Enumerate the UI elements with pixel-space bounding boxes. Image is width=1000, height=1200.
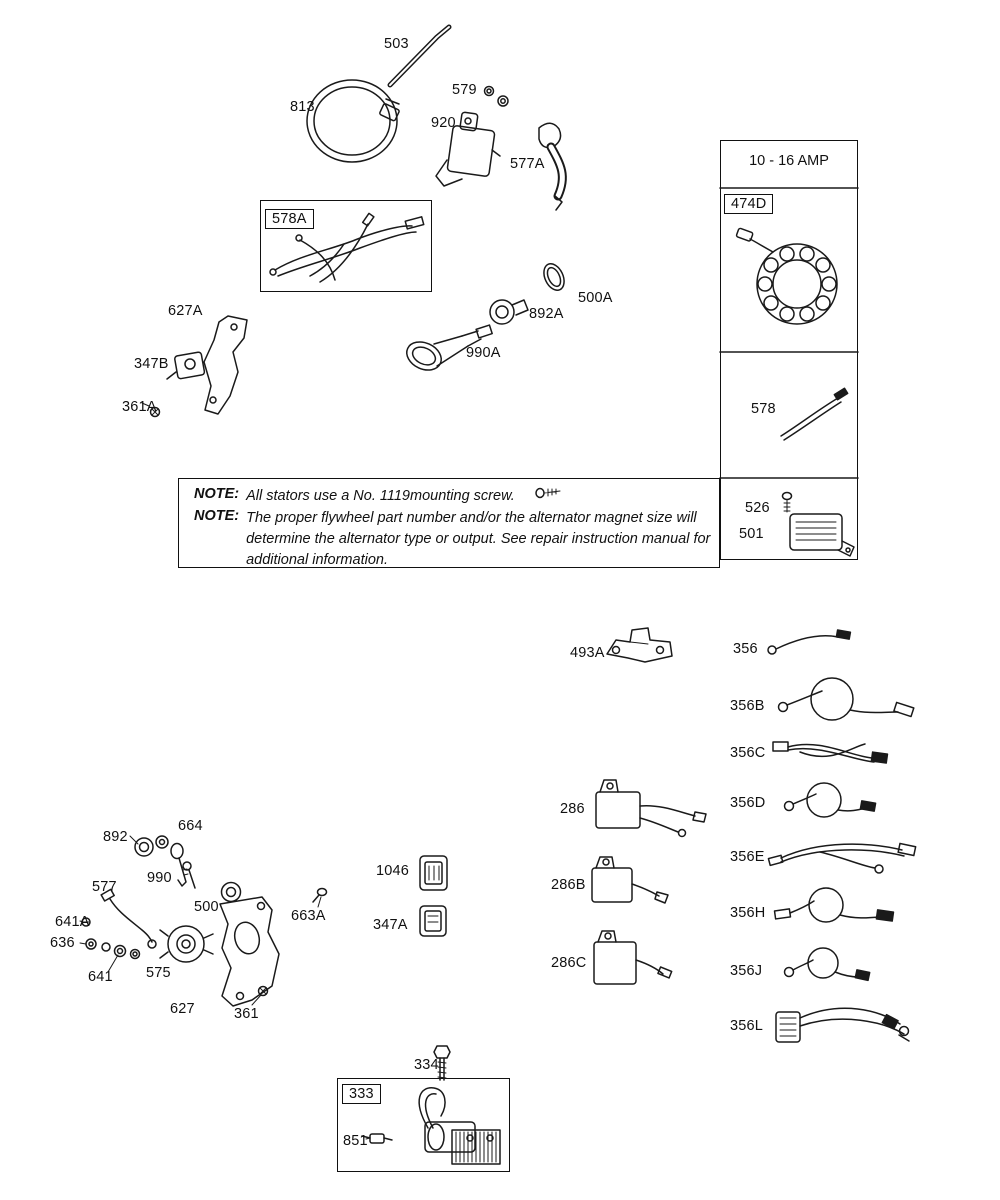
note-2 <box>194 508 726 571</box>
part-label-627: 627 <box>170 1001 195 1017</box>
part-label-334: 334 <box>414 1057 439 1073</box>
connector-1046-drawing <box>420 856 447 890</box>
part-label-356C: 356C <box>730 745 766 761</box>
part-label-851: 851 <box>343 1133 368 1149</box>
regulator-501-drawing <box>790 514 854 556</box>
module-286-drawing <box>596 780 706 837</box>
part-label-356: 356 <box>733 641 758 657</box>
harness-356H-drawing <box>775 888 894 922</box>
part-label-579: 579 <box>452 82 477 98</box>
part-label-286B: 286B <box>551 877 586 893</box>
part-label-361: 361 <box>234 1006 259 1022</box>
part-label-526: 526 <box>745 500 770 516</box>
part-label-356H: 356H <box>730 905 766 921</box>
part-label-347A: 347A <box>373 917 408 933</box>
part-label-500: 500 <box>194 899 219 915</box>
part-label-664: 664 <box>178 818 203 834</box>
part-label-356J: 356J <box>730 963 763 979</box>
note-1 <box>194 486 515 507</box>
cap-892A-drawing <box>490 300 528 324</box>
part-label-641A: 641A <box>55 914 90 930</box>
part-label-920: 920 <box>431 115 456 131</box>
part-label-333: 333 <box>342 1084 381 1104</box>
part-label-892A: 892A <box>529 306 564 322</box>
wire-578-drawing <box>781 388 848 440</box>
cap-892-drawing <box>135 836 168 856</box>
harness-356-drawing <box>768 630 850 654</box>
part-label-493A: 493A <box>570 645 605 661</box>
part-label-813: 813 <box>290 99 315 115</box>
switch-347A-drawing <box>420 906 446 936</box>
note-2-text: The proper flywheel part number and/or the alternator magnet size will determine the alternator type or output. See repair instruction manual for additional information. <box>246 510 711 569</box>
part-label-892: 892 <box>103 829 128 845</box>
module-286B-drawing <box>592 857 668 903</box>
harness-356D-drawing <box>785 783 876 817</box>
part-label-663A: 663A <box>291 908 326 924</box>
part-label-1046: 1046 <box>376 863 410 879</box>
screw-526-drawing <box>783 493 792 513</box>
key-664-drawing <box>171 844 188 887</box>
part-label-361A: 361A <box>122 399 157 415</box>
amp-range-header: 10 - 16 AMP <box>749 153 829 169</box>
note-2-label: NOTE: <box>194 508 240 524</box>
part-label-636: 636 <box>50 935 75 951</box>
stator-474D-drawing <box>736 228 837 324</box>
bracket-627-drawing <box>220 897 279 1006</box>
part-label-286C: 286C <box>551 955 587 971</box>
note-1-text: All stators use a No. 1119mounting screw. <box>246 488 515 504</box>
harness-356E-drawing <box>768 843 915 873</box>
harness-356B-drawing <box>779 678 914 720</box>
washer-500-drawing <box>222 883 241 902</box>
part-label-356E: 356E <box>730 849 765 865</box>
amp-box-dividers <box>720 188 858 478</box>
mounting-screw-icon <box>536 489 560 498</box>
part-label-501: 501 <box>739 526 764 542</box>
harness-356J-drawing <box>785 948 870 980</box>
part-label-356L: 356L <box>730 1018 764 1034</box>
part-label-627A: 627A <box>168 303 203 319</box>
part-label-503: 503 <box>384 36 409 52</box>
part-label-641: 641 <box>88 969 113 985</box>
module-286C-drawing <box>594 931 672 984</box>
part-label-990A: 990A <box>466 345 501 361</box>
note-1-label: NOTE: <box>194 486 240 502</box>
switch-575-drawing <box>160 926 213 962</box>
harness-356L-drawing <box>776 1008 909 1042</box>
switch-347B-drawing <box>167 352 205 379</box>
part-label-356D: 356D <box>730 795 766 811</box>
bracket-493A-drawing <box>607 628 672 662</box>
part-label-356B: 356B <box>730 698 765 714</box>
part-label-990: 990 <box>147 870 172 886</box>
part-label-577A: 577A <box>510 156 545 172</box>
part-label-577: 577 <box>92 879 117 895</box>
clamp-813-drawing <box>307 80 400 162</box>
harness-356C-drawing <box>773 742 887 763</box>
part-label-347B: 347B <box>134 356 169 372</box>
nuts-579-drawing <box>485 87 509 107</box>
oring-500A-drawing <box>540 261 568 294</box>
washers-636-drawing <box>86 939 110 951</box>
part-label-474D: 474D <box>724 194 773 214</box>
armature-333-drawing <box>419 1088 500 1164</box>
part-label-286: 286 <box>560 801 585 817</box>
part-label-578: 578 <box>751 401 776 417</box>
part-label-500A: 500A <box>578 290 613 306</box>
bracket-627A-drawing <box>204 316 247 414</box>
part-label-578A: 578A <box>265 209 314 229</box>
washers-641-drawing <box>115 946 140 959</box>
part-label-575: 575 <box>146 965 171 981</box>
wire-577-drawing <box>101 889 156 948</box>
